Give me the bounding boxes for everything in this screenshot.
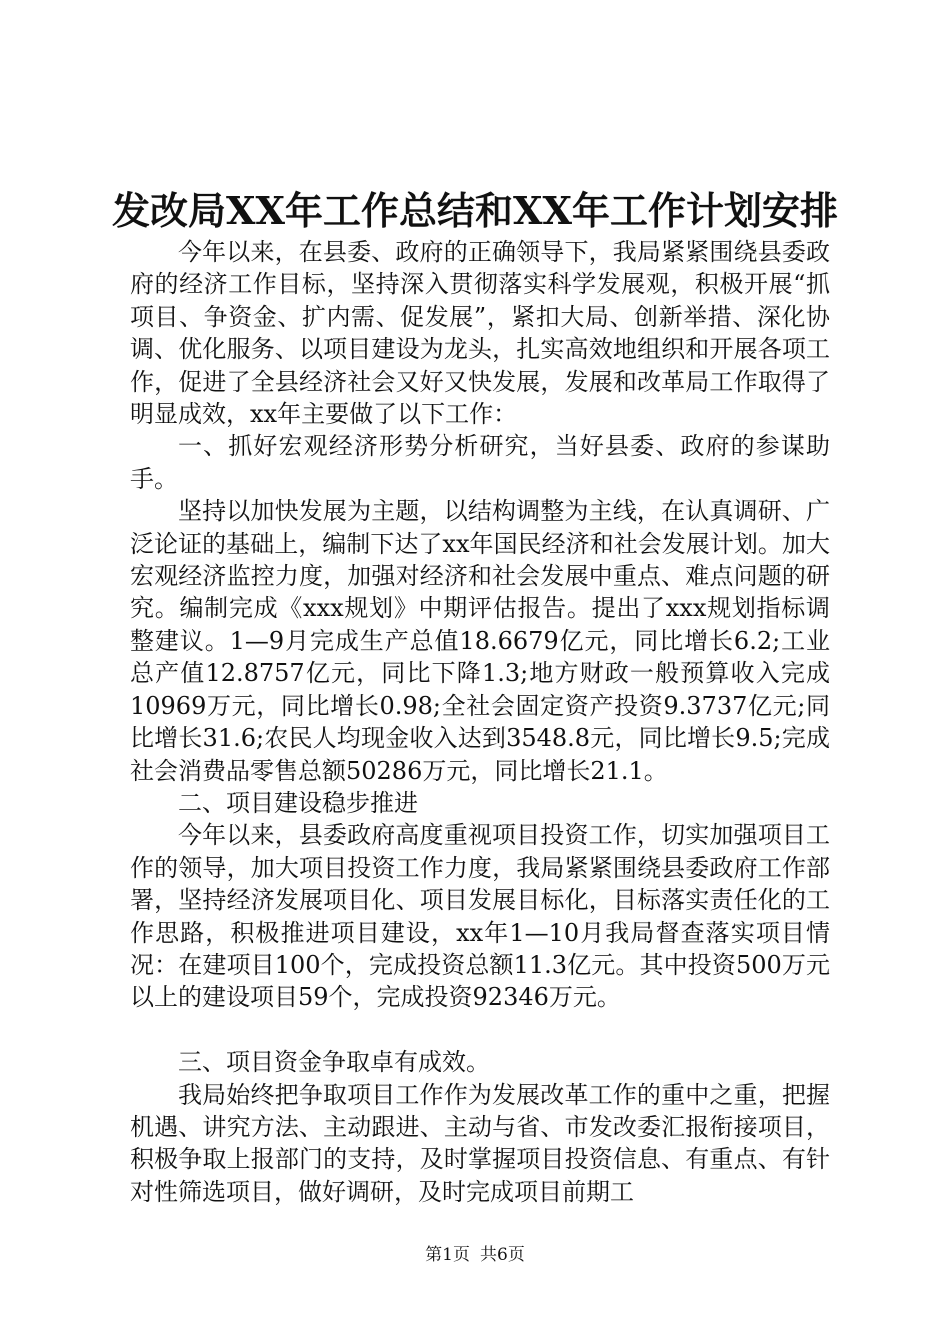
page-total: 共6页 bbox=[480, 1245, 525, 1265]
section-heading-1: 一、抓好宏观经济形势分析研究，当好县委、政府的参谋助手。 bbox=[130, 432, 830, 493]
document-body bbox=[130, 236, 830, 1208]
paragraph-section-3: 我局始终把争取项目工作作为发展改革工作的重中之重，把握机遇、讲究方法、主动跟进、主动与省、市发改委汇报衔接项目，积极争取上报部门的支持，及时掌握项目投资信息、有重点、有针对性筛选项目，做好调研，及时完成项目前期工 bbox=[130, 1080, 830, 1206]
paragraph-section-2: 今年以来，县委政府高度重视项目投资工作，切实加强项目工作的领导，加大项目投资工作力度，我局紧紧围绕县委政府工作部署，坚持经济发展项目化、项目发展目标化，目标落实责任化的工作思路，积极推进项目建设，xx年1—10月我局督查落实项目情况：在建项目100个，完成投资总额11.3亿元。其中投资500万元以上的建设项目59个，完成投资92346万元。 bbox=[130, 821, 830, 1012]
section-heading-2: 二、项目建设稳步推进 bbox=[178, 788, 418, 817]
page-footer bbox=[0, 1244, 950, 1266]
document-title: 发改局XX年工作总结和XX年工作计划安排 bbox=[112, 188, 838, 233]
page-number: 第1页 bbox=[425, 1245, 470, 1265]
paragraph-intro: 今年以来，在县委、政府的正确领导下，我局紧紧围绕县委政府的经济工作目标，坚持深入贯彻落实科学发展观，积极开展“抓项目、争资金、扩内需、促发展”，紧扣大局、创新举措、深化协调、优化服务、以项目建设为龙头，扎实高效地组织和开展各项工作，促进了全县经济社会又好又快发展，发展和改革局工作取得了明显成效，xx年主要做了以下工作： bbox=[130, 238, 830, 429]
section-heading-3: 三、项目资金争取卓有成效。 bbox=[178, 1048, 490, 1077]
paragraph-section-1: 坚持以加快发展为主题，以结构调整为主线，在认真调研、广泛论证的基础上，编制下达了xx年国民经济和社会发展计划。加大宏观经济监控力度，加强对经济和社会发展中重点、难点问题的研究。编制完成《xxx规划》中期评估报告。提出了xxx规划指标调整建议。1—9月完成生产总值18.6679亿元，同比增长6.2;工业总产值12.8757亿元，同比下降1.3;地方财政一般预算收入完成10969万元，同比增长0.98;全社会固定资产投资9.3737亿元;同比增长31.6;农民人均现金收入达到3548.8元，同比增长9.5;完成社会消费品零售总额50286万元，同比增长21.1。 bbox=[130, 497, 830, 785]
